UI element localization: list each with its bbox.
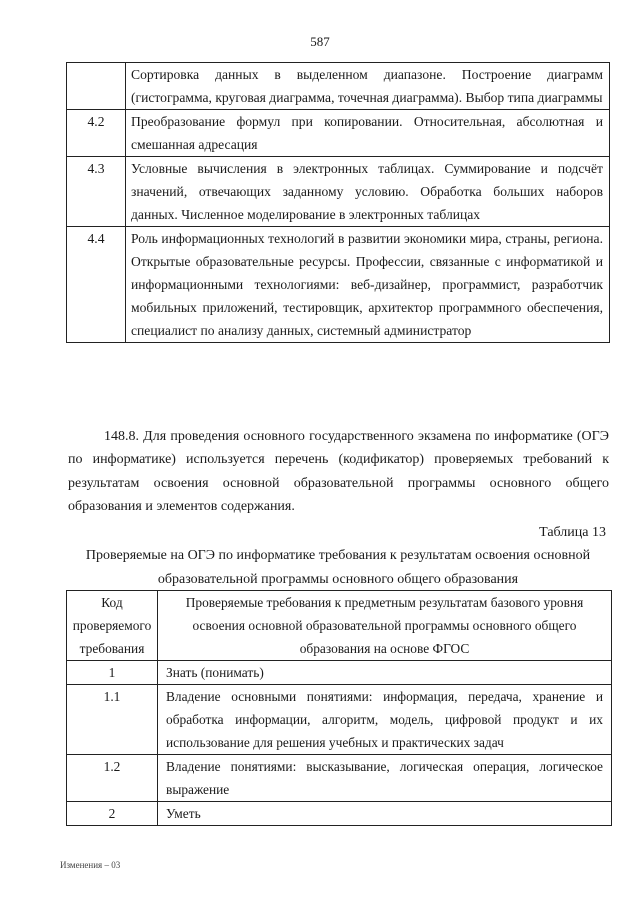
column-header-requirement: Проверяемые требования к предметным результатам базового уровня освоения основной образовательной программы основного общего образования на основе ФГОС <box>158 591 612 661</box>
body-paragraph: 148.8. Для проведения основного государственного экзамена по информатике (ОГЭ по информатике) используется перечень (кодификатор) проверяемых требований к результатам освоения основной образовательной программы основного общего образования и элементов содержания. <box>68 429 609 515</box>
table-row <box>67 227 610 343</box>
row-number <box>67 63 126 110</box>
requirement-text: Знать (понимать) <box>158 661 612 685</box>
table-header-row <box>67 591 612 661</box>
row-number: 4.3 <box>67 157 126 227</box>
table-row <box>67 110 610 157</box>
page-number: 587 <box>310 34 330 49</box>
table-row <box>67 63 610 110</box>
table-row <box>67 685 612 755</box>
table-label: Таблица 13 <box>539 525 606 540</box>
requirement-text: Владение основными понятиями: информация, передача, хранение и обработка информации, алгоритм, модель, цифровой продукт и их использование для решения учебных и практических задач <box>158 685 612 755</box>
requirement-code: 2 <box>67 802 158 826</box>
row-number: 4.2 <box>67 110 126 157</box>
requirement-code: 1.2 <box>67 755 158 802</box>
row-text: Сортировка данных в выделенном диапазоне. Построение диаграмм (гистограмма, круговая диаграмма, точечная диаграмма). Выбор типа диаграммы <box>126 63 610 110</box>
table-row <box>67 755 612 802</box>
table-row <box>67 157 610 227</box>
row-number: 4.4 <box>67 227 126 343</box>
row-text: Преобразование формул при копировании. Относительная, абсолютная и смешанная адресация <box>126 110 610 157</box>
row-text: Условные вычисления в электронных таблицах. Суммирование и подсчёт значений, отвечающих заданному условию. Обработка больших наборов данных. Численное моделирование в электронных таблицах <box>126 157 610 227</box>
requirement-text: Владение понятиями: высказывание, логическая операция, логическое выражение <box>158 755 612 802</box>
table-caption: Проверяемые на ОГЭ по информатике требования к результатам освоения основной образовательной программы основного общего образования <box>85 548 591 587</box>
requirements-table <box>66 590 612 826</box>
content-elements-table <box>66 62 610 343</box>
requirement-code: 1.1 <box>67 685 158 755</box>
requirement-code: 1 <box>67 661 158 685</box>
table-row <box>67 802 612 826</box>
footer-note: Изменения – 03 <box>60 860 121 870</box>
column-header-code: Код проверяемого требования <box>67 591 158 661</box>
requirement-text: Уметь <box>158 802 612 826</box>
table-row <box>67 661 612 685</box>
row-text: Роль информационных технологий в развитии экономики мира, страны, региона. Открытые образовательные ресурсы. Профессии, связанные с информатикой и информационными технологиями: веб-дизайнер, программист, разработчик мобильных приложений, тестировщик, архитектор программного обеспечения, специалист по анализу данных, системный администратор <box>126 227 610 343</box>
